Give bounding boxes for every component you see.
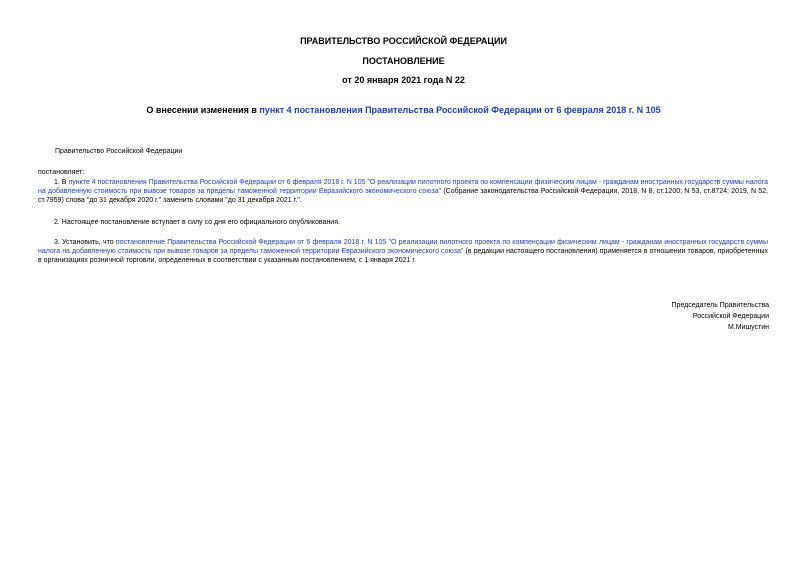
document-date-heading: от 20 января 2021 года N 22 bbox=[342, 75, 465, 85]
document-title bbox=[0, 105, 807, 116]
signature-government: Российской Федерации bbox=[692, 313, 769, 320]
paragraph-3-prefix: 3. Установить, что bbox=[54, 239, 116, 246]
decree-verb: постановляет: bbox=[38, 169, 85, 176]
paragraph-1-prefix: 1. В bbox=[54, 179, 69, 186]
issuer-heading: ПРАВИТЕЛЬСТВО РОССИЙСКОЙ ФЕДЕРАЦИИ bbox=[300, 36, 507, 46]
signature-position: Председатель Правительства bbox=[671, 302, 769, 309]
paragraph-2 bbox=[38, 218, 768, 227]
signature-name: М.Мишустин bbox=[727, 324, 769, 331]
signature-block bbox=[672, 300, 769, 333]
paragraph-2-text: 2. Настоящее постановление вступает в силу со дня его официального опубликования. bbox=[54, 219, 340, 226]
paragraph-3 bbox=[38, 238, 768, 265]
paragraph-1 bbox=[38, 178, 768, 205]
document-title-link[interactable]: пункт 4 постановления Правительства Российской Федерации от 6 февраля 2018 г. N 105 bbox=[259, 105, 661, 115]
document-title-prefix: О внесении изменения в bbox=[146, 105, 260, 115]
paragraph-1-link[interactable]: пункте 4 постановления Правительства Российской Федерации от 6 февраля 2018 г. N 105 "О реализации пилотного проекта по компенсации физическим лицам - гражданам иностранных государств суммы налога на добавленную стоимость при вывозе товаров за пределы таможенной территории Евразийского экономического союза" bbox=[38, 179, 768, 195]
paragraph-1-suffix: (Собрание законодательства Российской Федерации, 2018, N 8, ст.1200; N 53, ст.8724; 2019, N 52, ст.7959) слова "до 31 декабря 2020 г." заменить словами "до 31 декабря 2021 г.". bbox=[38, 188, 768, 204]
document-type-heading: ПОСТАНОВЛЕНИЕ bbox=[362, 56, 445, 66]
paragraph-3-suffix: (в редакции настоящего постановления) применяется в отношении товаров, приобретенных в организациях розничной торговли, определенных в соответствии с указанным постановлением, с 1 января 2021 г. bbox=[38, 248, 768, 264]
paragraph-3-link[interactable]: постановление Правительства Российской Федерации от 6 февраля 2018 г. N 105 "О реализации пилотного проекта по компенсации физическим лицам - гражданам иностранных государств суммы налога на добавленную стоимость при вывозе товаров за пределы таможенной территории Евразийского экономического союза" bbox=[38, 239, 768, 255]
intro-text: Правительство Российской Федерации bbox=[55, 148, 183, 155]
